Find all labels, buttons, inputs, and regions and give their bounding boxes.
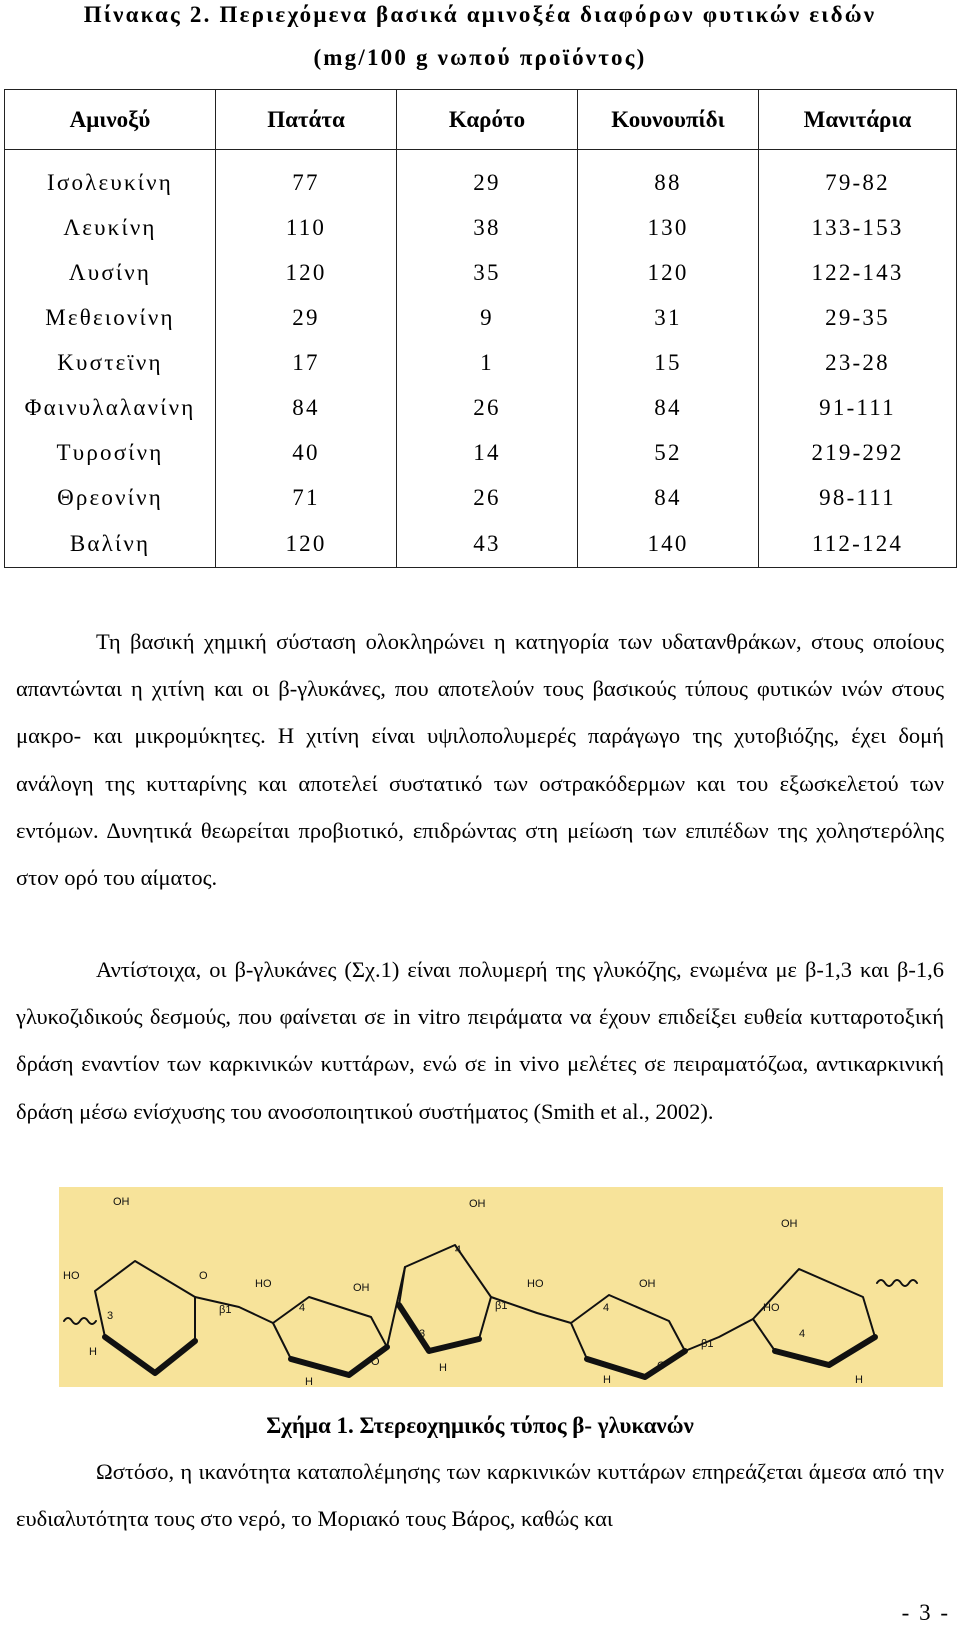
- table-cell: 71: [216, 475, 397, 520]
- table-header-cell: Μανιτάρια: [759, 90, 957, 150]
- table-cell: 29: [397, 150, 578, 206]
- table-cell: 29: [216, 295, 397, 340]
- table-row: [5, 385, 957, 430]
- atom-label: HO: [763, 1302, 780, 1314]
- table-cell: 79-82: [759, 150, 957, 206]
- table-cell: 84: [578, 385, 759, 430]
- atom-label: HO: [63, 1270, 80, 1282]
- table-cell: 120: [216, 250, 397, 295]
- table-cell: 219-292: [759, 430, 957, 475]
- table-cell: 31: [578, 295, 759, 340]
- table-cell: 35: [397, 250, 578, 295]
- table-row: [5, 340, 957, 385]
- table-row: [5, 295, 957, 340]
- table-header-cell: Κουνουπίδι: [578, 90, 759, 150]
- beta-glucan-structure-figure: [59, 1187, 943, 1387]
- page-number: - 3 -: [901, 1600, 950, 1625]
- table-header-cell: Αμινοξύ: [5, 90, 216, 150]
- paragraph: [16, 618, 944, 901]
- table-cell: 88: [578, 150, 759, 206]
- paragraph-text: Τη βασική χημική σύσταση ολοκληρώνει η κατηγορία των υδατανθράκων, στους οποίους απαντώνται η χιτίνη και οι β-γλυκάνες, που αποτελούν τους βασικούς τύπους φυτικών ινών στους μακρο- και μικρομύκητες. Η χιτίνη είναι υψιλοπολυμερές παράγωγο της χυτοβιόζης, έχει δομή ανάλογη της κυτταρίνης και αποτελεί συστατικό των οστρακόδερμων και του εξωσκελετού των εντόμων. Δυνητικά θεωρείται προβιοτικό, επιδρώντας στη μείωση των επιπέδων της χοληστερόλης στον ορό του αίματος.: [16, 629, 944, 891]
- table-cell: 140: [578, 520, 759, 568]
- table-cell: Λευκίνη: [5, 205, 216, 250]
- table-cell: 98-111: [759, 475, 957, 520]
- table-cell: 122-143: [759, 250, 957, 295]
- atom-label: OH: [469, 1198, 486, 1210]
- atom-label: β1: [495, 1300, 508, 1312]
- table-cell: 26: [397, 475, 578, 520]
- table-cell: Λυσίνη: [5, 250, 216, 295]
- table-header-row: [5, 90, 957, 150]
- table-cell: 23-28: [759, 340, 957, 385]
- atom-label: OH: [781, 1218, 798, 1230]
- table-cell: Βαλίνη: [5, 520, 216, 568]
- table-cell: 84: [216, 385, 397, 430]
- atom-label: OH: [639, 1278, 656, 1290]
- table-cell: 43: [397, 520, 578, 568]
- atom-label: O: [371, 1356, 380, 1368]
- table-cell: 77: [216, 150, 397, 206]
- table-row: [5, 250, 957, 295]
- atom-label: O: [199, 1270, 208, 1282]
- atom-label: 3: [107, 1310, 114, 1322]
- table-header-cell: Πατάτα: [216, 90, 397, 150]
- atom-label: 4: [799, 1328, 806, 1340]
- atom-label: 4: [455, 1244, 462, 1256]
- table-cell: Κυστεϊνη: [5, 340, 216, 385]
- atom-label: β1: [219, 1304, 232, 1316]
- atom-label: H: [305, 1376, 313, 1387]
- table-cell: 9: [397, 295, 578, 340]
- atom-label: 4: [603, 1302, 610, 1314]
- table-cell: 40: [216, 430, 397, 475]
- paragraph: [16, 1448, 944, 1542]
- atom-label: 3: [419, 1328, 426, 1340]
- table-cell: Τυροσίνη: [5, 430, 216, 475]
- atom-label: OH: [113, 1196, 130, 1208]
- figure-caption: Σχήμα 1. Στερεοχημικός τύπος β- γλυκανών: [266, 1413, 694, 1438]
- table-cell: 15: [578, 340, 759, 385]
- atom-label: HO: [527, 1278, 544, 1290]
- table-cell: 84: [578, 475, 759, 520]
- table-row: [5, 150, 957, 206]
- table-cell: Θρεονίνη: [5, 475, 216, 520]
- figure-background: [59, 1187, 943, 1387]
- paragraph-text: Ωστόσο, η ικανότητα καταπολέμησης των καρκινικών κυττάρων επηρεάζεται άμεσα από την ευδιαλυτότητα τους στο νερό, το Μοριακό τους Βάρος, καθώς και: [16, 1459, 944, 1532]
- table-cell: 133-153: [759, 205, 957, 250]
- table-cell: 26: [397, 385, 578, 430]
- table-caption-line1: Πίνακας 2. Περιεχόμενα βασικά αμινοξέα διαφόρων φυτικών ειδών: [83, 2, 877, 27]
- atom-label: HO: [255, 1278, 272, 1290]
- table-cell: 17: [216, 340, 397, 385]
- table-cell: Φαινυλαλανίνη: [5, 385, 216, 430]
- atom-label: H: [89, 1346, 97, 1358]
- atom-label: OH: [353, 1282, 370, 1294]
- table-header-cell: Καρότο: [397, 90, 578, 150]
- table-cell: 130: [578, 205, 759, 250]
- table-cell: Μεθειονίνη: [5, 295, 216, 340]
- table-row: [5, 520, 957, 568]
- table-cell: 14: [397, 430, 578, 475]
- atom-label: O: [657, 1360, 666, 1372]
- table-row: [5, 205, 957, 250]
- table-cell: 91-111: [759, 385, 957, 430]
- atom-label: H: [855, 1374, 863, 1386]
- atom-label: H: [603, 1374, 611, 1386]
- table-cell: 112-124: [759, 520, 957, 568]
- atom-label: 4: [299, 1302, 306, 1314]
- table-cell: 29-35: [759, 295, 957, 340]
- table-row: [5, 475, 957, 520]
- table-cell: 38: [397, 205, 578, 250]
- table-cell: 110: [216, 205, 397, 250]
- table-cell: Ισολευκίνη: [5, 150, 216, 206]
- paragraph: [16, 946, 944, 1135]
- atom-label: H: [439, 1362, 447, 1374]
- table-cell: 120: [216, 520, 397, 568]
- paragraph-text: Αντίστοιχα, οι β-γλυκάνες (Σχ.1) είναι πολυμερή της γλυκόζης, ενωμένα με β-1,3 και β-1,6 γλυκοζιδικούς δεσμούς, που φαίνεται σε in vitro πειράματα να έχουν επιδείξει ευθεία κυτταροτοξική δράση εναντίον των καρκινικών κυττάρων, ενώ σε in vivo μελέτες σε πειραματόζωα, αντικαρκινική δράση μέσω ενίσχυσης του ανοσοποιητικού συστήματος (Smith et al., 2002).: [16, 957, 944, 1124]
- atom-label: β1: [701, 1338, 714, 1350]
- table-cell: 120: [578, 250, 759, 295]
- table-caption-line2: (mg/100 g νωπού προϊόντος): [313, 45, 647, 70]
- table-row: [5, 430, 957, 475]
- table-cell: 52: [578, 430, 759, 475]
- table-cell: 1: [397, 340, 578, 385]
- amino-acid-table: [4, 89, 957, 568]
